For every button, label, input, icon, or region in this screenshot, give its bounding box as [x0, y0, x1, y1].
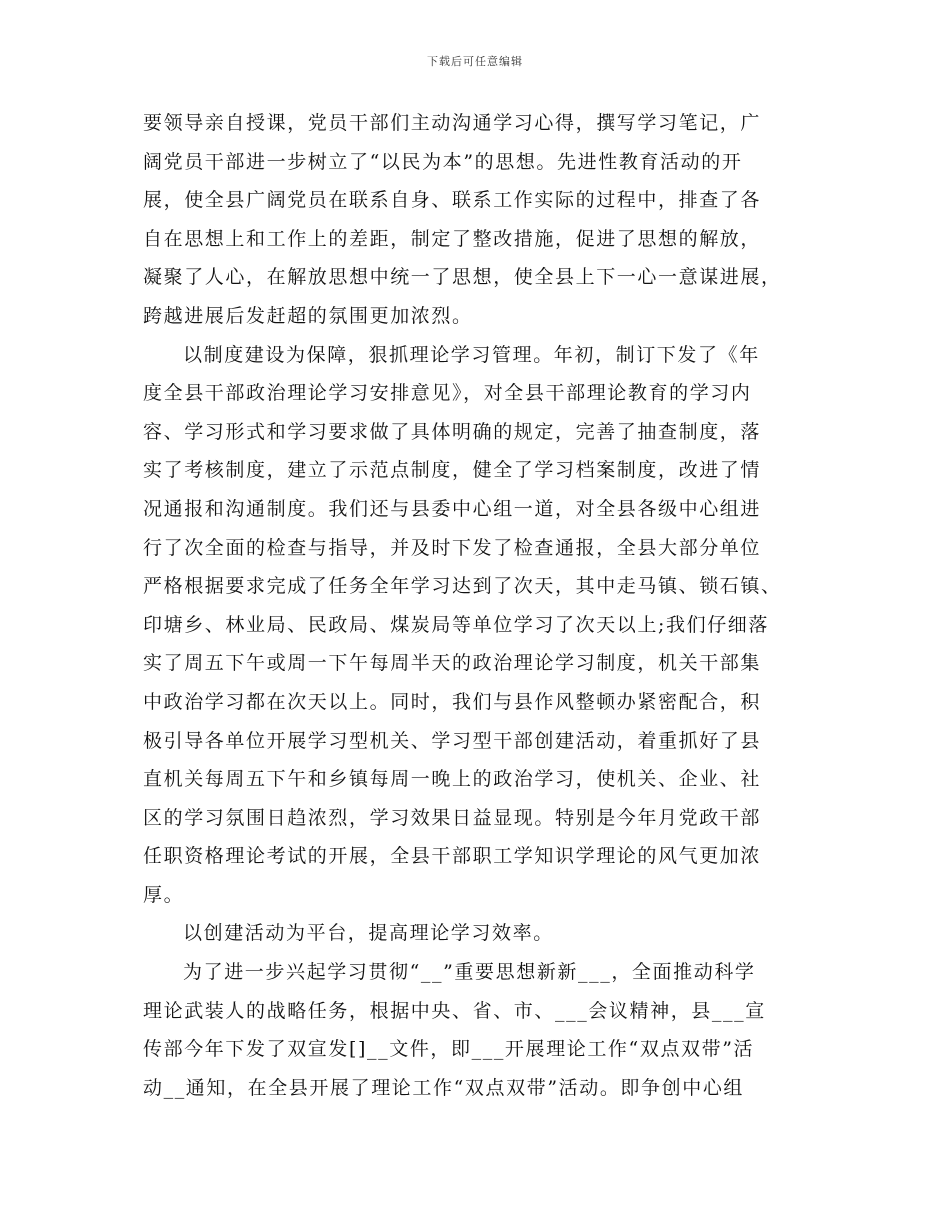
text-line: 严格根据要求完成了任务全年学习达到了次天，其中走马镇、锁石镇、 [143, 575, 782, 598]
text-line: 直机关每周五下午和乡镇每周一晚上的政治学习，使机关、企业、社 [143, 768, 762, 791]
text-line: 厚。 [143, 883, 185, 906]
text-line: 跨越进展后发赶超的氛围更加浓烈。 [143, 304, 473, 327]
text-line: 自在思想上和工作上的差距，制定了整改措施，促进了思想的解放， [143, 227, 762, 250]
text-line: 动__通知，在全县开展了理论工作“双点双带”活动。即争创中心组 [143, 1076, 745, 1099]
text-line: 以制度建设为保障，狠抓理论学习管理。年初，制订下发了《年 [183, 343, 760, 366]
text-line: 为了进一步兴起学习贯彻“__”重要思想新新___，全面推动科学 [183, 961, 756, 984]
text-line: 极引导各单位开展学习型机关、学习型干部创建活动，着重抓好了县 [143, 729, 762, 752]
paragraph [143, 953, 803, 1107]
text-line: 况通报和沟通制度。我们还与县委中心组一道，对全县各级中心组进 [143, 497, 762, 520]
text-line: 容、学习形式和学习要求做了具体明确的规定，完善了抽查制度，落 [143, 420, 762, 443]
text-line: 中政治学习都在次天以上。同时，我们与县作风整顿办紧密配合，积 [143, 690, 762, 713]
text-line: 度全县干部政治理论学习安排意见》，对全县干部理论教育的学习内 [143, 382, 752, 405]
paragraph [143, 914, 803, 953]
document-body [143, 104, 803, 1107]
page-header: 下载后可任意编辑 [427, 55, 523, 68]
text-line: 区的学习氛围日趋浓烈，学习效果日益显现。特别是今年月党政干部 [143, 806, 762, 829]
text-line: 凝聚了人心，在解放思想中统一了思想，使全县上下一心一意谋进展， [143, 266, 782, 289]
text-line: 阔党员干部进一步树立了“以民为本”的思想。先进性教育活动的开 [143, 150, 743, 173]
paragraph [143, 104, 803, 336]
paragraph [143, 336, 803, 915]
text-line: 任职资格理论考试的开展，全县干部职工学知识学理论的风气更加浓 [143, 845, 762, 868]
text-line: 行了次全面的检查与指导，并及时下发了检查通报，全县大部分单位 [143, 536, 762, 559]
text-line: 展，使全县广阔党员在联系自身、联系工作实际的过程中，排查了各 [143, 189, 762, 212]
text-line: 印塘乡、林业局、民政局、煤炭局等单位学习了次天以上;我们仔细落 [143, 613, 770, 636]
text-line: 以创建活动为平台，提高理论学习效率。 [183, 922, 554, 945]
text-line: 实了周五下午或周一下午每周半天的政治理论学习制度，机关干部集 [143, 652, 762, 675]
text-line: 传部今年下发了双宣发[]__文件，即___开展理论工作“双点双带”活 [143, 1038, 755, 1061]
text-line: 实了考核制度，建立了示范点制度，健全了学习档案制度，改进了情 [143, 459, 762, 482]
text-line: 要领导亲自授课，党员干部们主动沟通学习心得，撰写学习笔记，广 [143, 112, 762, 134]
text-line: 理论武装人的战略任务，根据中央、省、市、___会议精神，县___宣 [143, 999, 766, 1022]
